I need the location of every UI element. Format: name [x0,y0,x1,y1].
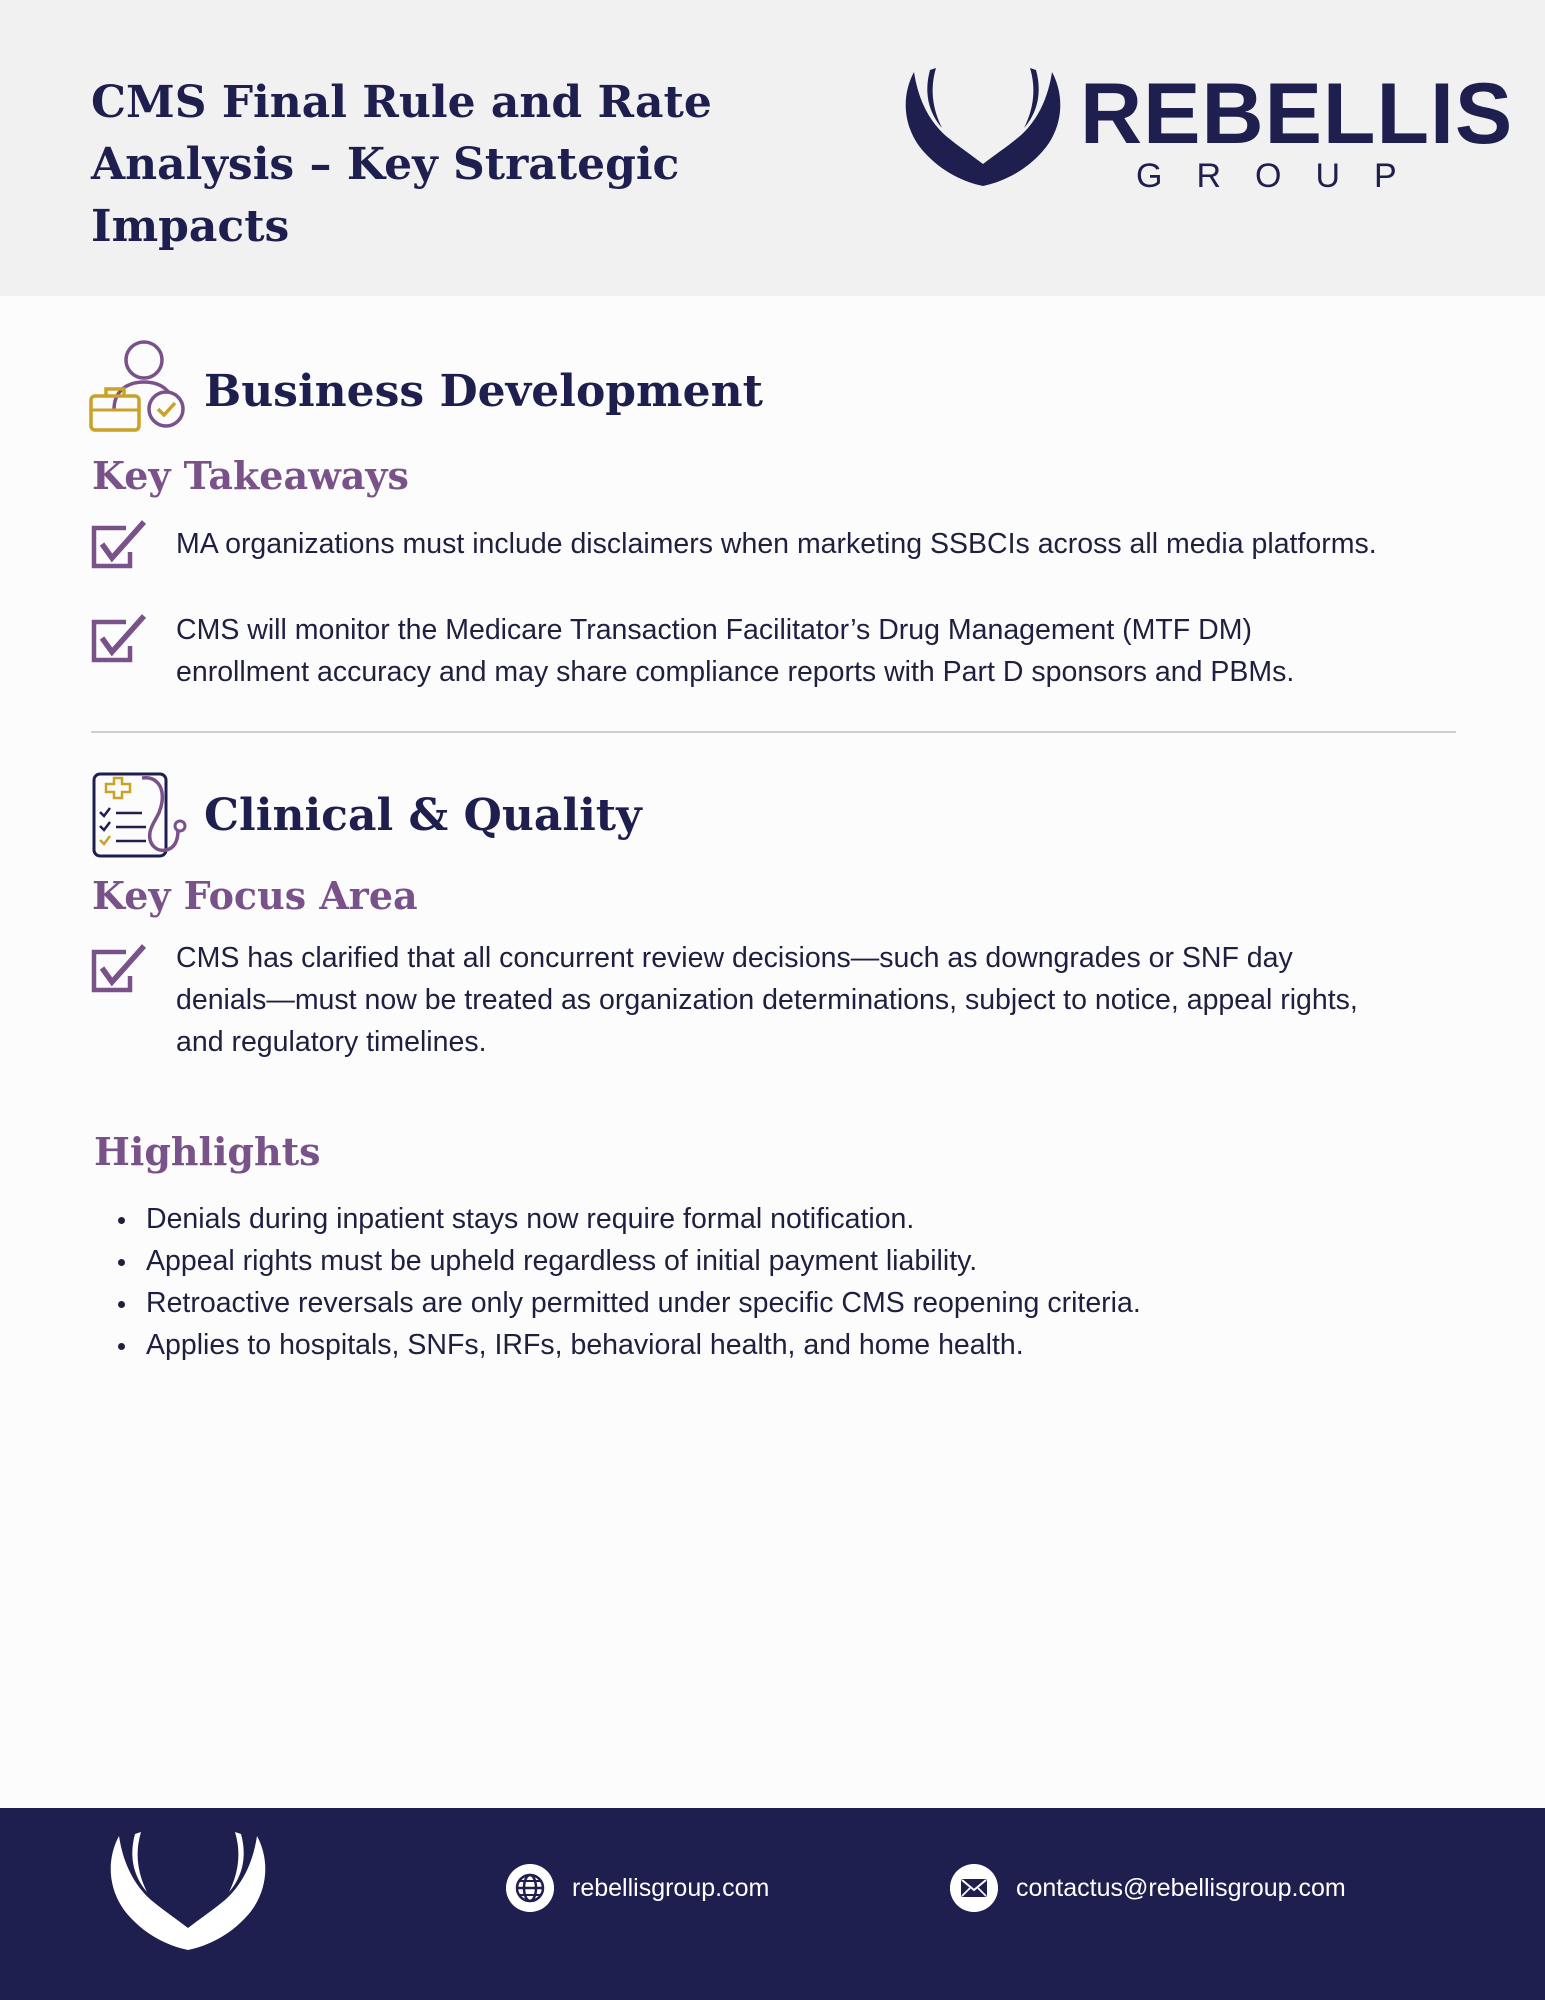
highlights-heading: Highlights [94,1129,321,1174]
section-title-business-development: Business Development [204,366,763,417]
checkbox-checked-icon [90,614,148,664]
highlights-list [116,1198,1416,1366]
rebellis-wings-footer-logo-icon [106,1832,270,1952]
business-takeaway-1-line1: MA organizations must include disclaimers when marketing SSBCIs across all media platforms. [176,528,1377,560]
envelope-icon [950,1864,998,1912]
document-title-line1: CMS Final Rule and Rate [91,77,712,128]
business-takeaway-2 [176,609,1476,693]
footer-website-link[interactable]: rebellisgroup.com [572,1874,770,1902]
logo-subtitle: GROUP [1136,157,1431,195]
business-takeaway-1 [176,523,1476,565]
globe-icon [506,1864,554,1912]
clinical-focus-item-1-line2: denials—must now be treated as organization determinations, subject to notice, appeal rights, [176,984,1358,1016]
clinical-focus-item-1 [176,937,1476,1063]
list-item: Retroactive reversals are only permitted under specific CMS reopening criteria. [116,1282,1416,1324]
business-key-takeaways-heading: Key Takeaways [92,453,409,498]
clinical-focus-item-1-line1: CMS has clarified that all concurrent review decisions—such as downgrades or SNF day [176,942,1293,974]
section-divider [91,731,1456,733]
business-takeaway-2-line2: enrollment accuracy and may share compliance reports with Part D sponsors and PBMs. [176,656,1295,688]
list-item: Applies to hospitals, SNFs, IRFs, behavioral health, and home health. [116,1324,1416,1366]
checkbox-checked-icon [90,944,148,994]
clinical-key-focus-area-heading: Key Focus Area [92,873,418,918]
checkbox-checked-icon [90,520,148,570]
clipboard-stethoscope-icon [92,772,190,858]
footer-email-link[interactable]: contactus@rebellisgroup.com [1016,1874,1346,1902]
document-title [91,72,851,258]
rebellis-wings-logo-icon [902,68,1064,188]
document-title-line2: Analysis – Key Strategic Impacts [91,139,680,252]
section-title-clinical-quality: Clinical & Quality [204,790,642,841]
business-takeaway-2-line1: CMS will monitor the Medicare Transaction Facilitator’s Drug Management (MTF DM) [176,614,1252,646]
clinical-focus-item-1-line3: and regulatory timelines. [176,1026,487,1058]
business-person-briefcase-icon [88,338,192,434]
logo-wordmark: REBELLIS [1080,66,1514,162]
list-item: Denials during inpatient stays now require formal notification. [116,1198,1416,1240]
list-item: Appeal rights must be upheld regardless of initial payment liability. [116,1240,1416,1282]
